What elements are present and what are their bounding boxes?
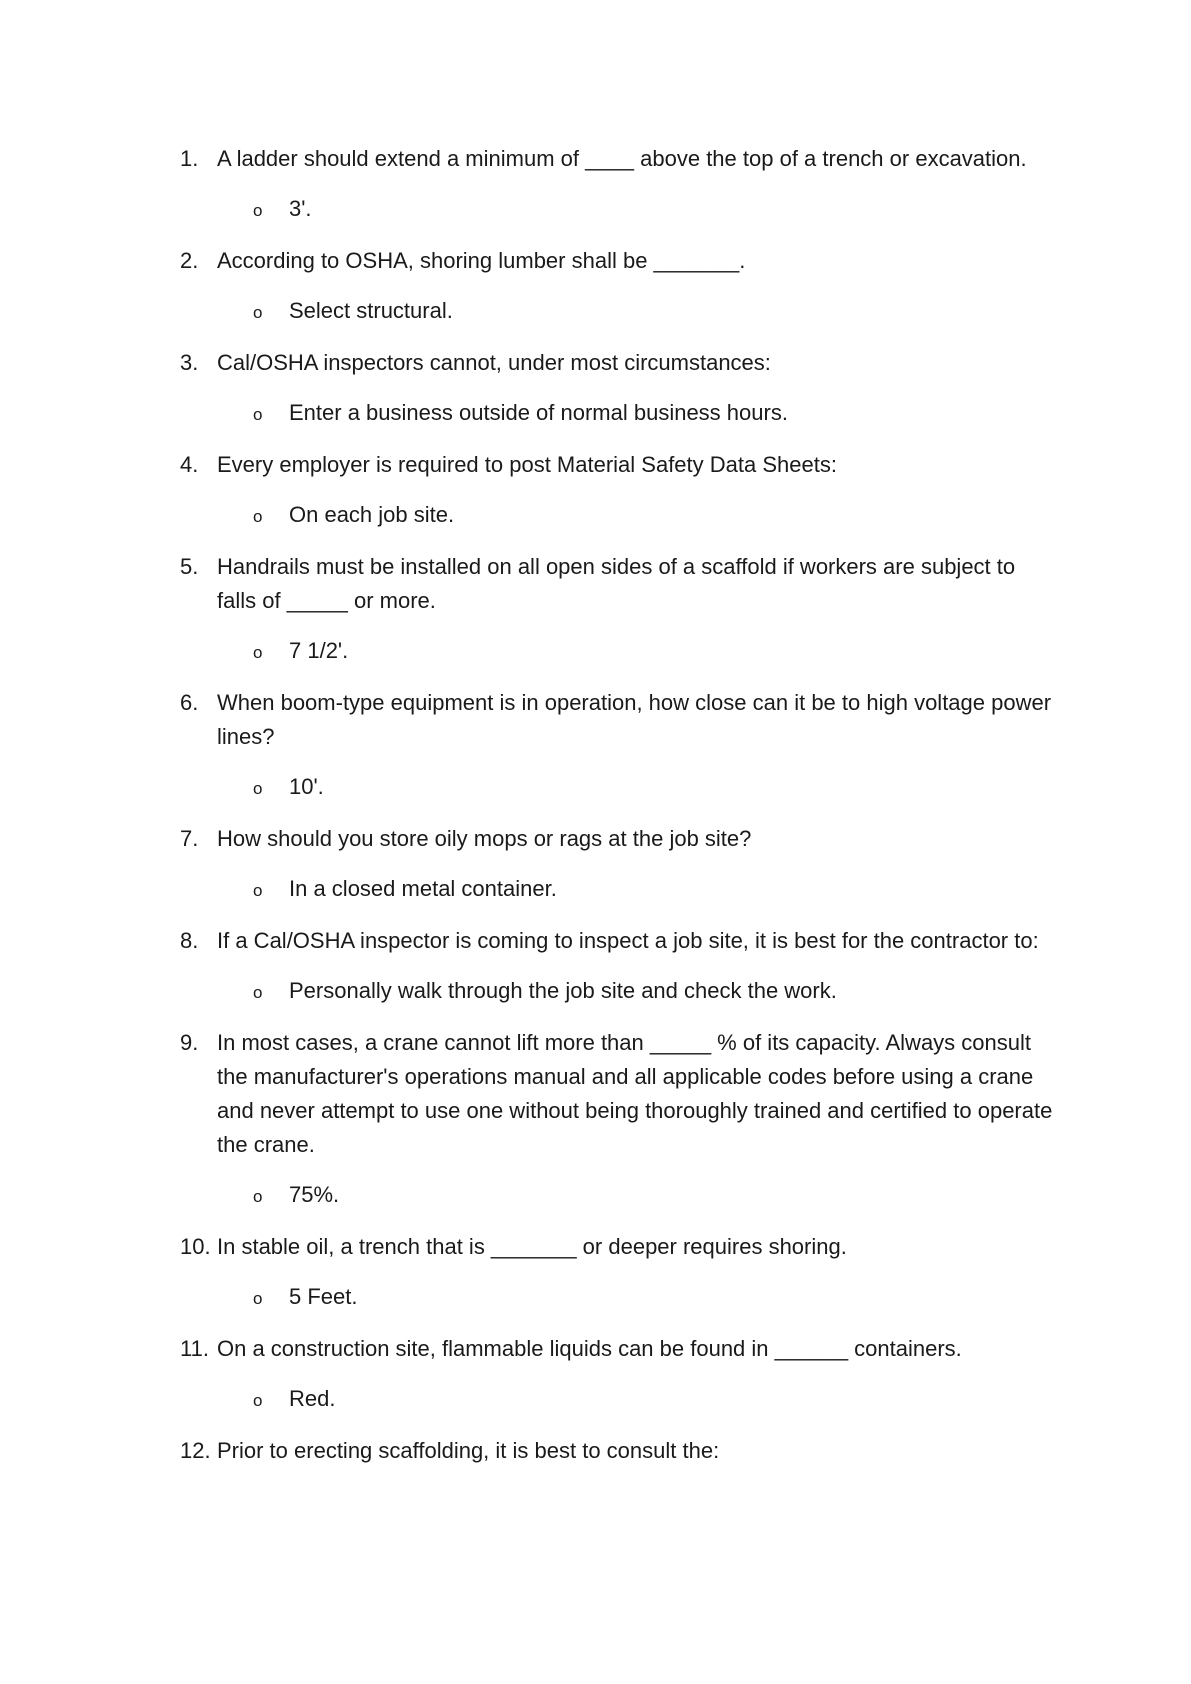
question-item <box>180 550 1060 670</box>
answer-text: On each job site. <box>289 502 455 527</box>
question-item <box>180 346 1060 432</box>
question-number: 4. <box>180 452 199 477</box>
question-number: 12. <box>180 1438 211 1463</box>
question-item <box>180 448 1060 534</box>
answer-text: 75%. <box>289 1182 340 1207</box>
question-text: How should you store oily mops or rags at the job site? <box>217 826 752 851</box>
question-number: 11. <box>180 1336 209 1361</box>
question-item <box>180 1332 1060 1418</box>
question-number: 7. <box>180 826 199 851</box>
question-number: 8. <box>180 928 199 953</box>
question-item <box>180 924 1060 1010</box>
answer-row <box>180 634 1060 670</box>
answer-text: Enter a business outside of normal business hours. <box>289 400 788 425</box>
question-row <box>180 244 1060 278</box>
question-row <box>180 1230 1060 1264</box>
answer-row <box>180 294 1060 330</box>
answer-text: 3'. <box>289 196 312 221</box>
question-number: 1. <box>180 146 199 171</box>
question-number: 5. <box>180 554 199 579</box>
question-row <box>180 1434 1060 1468</box>
question-item <box>180 1434 1060 1468</box>
bullet-icon: o <box>253 405 263 424</box>
question-item <box>180 1026 1060 1214</box>
answer-text: Select structural. <box>289 298 453 323</box>
question-row <box>180 346 1060 380</box>
answer-row <box>180 770 1060 806</box>
question-text: Every employer is required to post Material Safety Data Sheets: <box>217 452 837 477</box>
answer-row <box>180 974 1060 1010</box>
question-text: If a Cal/OSHA inspector is coming to inspect a job site, it is best for the contractor to: <box>217 928 1039 953</box>
question-list <box>180 142 1060 1468</box>
question-row <box>180 142 1060 176</box>
question-text: In most cases, a crane cannot lift more than _____ % of its capacity. Always consult the manufacturer's operations manual and all applicable codes before using a crane and never attempt to use one without being thoroughly trained and certified to operate the crane. <box>217 1030 1053 1157</box>
bullet-icon: o <box>253 779 263 798</box>
answer-text: 5 Feet. <box>289 1284 358 1309</box>
answer-row <box>180 498 1060 534</box>
question-item <box>180 244 1060 330</box>
question-row <box>180 924 1060 958</box>
question-number: 9. <box>180 1030 199 1055</box>
answer-row <box>180 396 1060 432</box>
answer-row <box>180 1280 1060 1316</box>
question-row <box>180 1026 1060 1162</box>
answer-row <box>180 872 1060 908</box>
bullet-icon: o <box>253 1391 263 1410</box>
question-number: 2. <box>180 248 199 273</box>
question-item <box>180 822 1060 908</box>
question-text: A ladder should extend a minimum of ____ above the top of a trench or excavation. <box>217 146 1027 171</box>
question-row <box>180 550 1060 618</box>
answer-row <box>180 192 1060 228</box>
question-text: According to OSHA, shoring lumber shall be _______. <box>217 248 746 273</box>
question-row <box>180 686 1060 754</box>
question-item <box>180 686 1060 806</box>
bullet-icon: o <box>253 201 263 220</box>
answer-text: Personally walk through the job site and check the work. <box>289 978 837 1003</box>
answer-text: In a closed metal container. <box>289 876 557 901</box>
question-row <box>180 1332 1060 1366</box>
answer-text: Red. <box>289 1386 336 1411</box>
question-text: Cal/OSHA inspectors cannot, under most circumstances: <box>217 350 771 375</box>
bullet-icon: o <box>253 643 263 662</box>
answer-row <box>180 1178 1060 1214</box>
question-number: 3. <box>180 350 199 375</box>
question-text: Prior to erecting scaffolding, it is best to consult the: <box>217 1438 720 1463</box>
question-item <box>180 142 1060 228</box>
question-item <box>180 1230 1060 1316</box>
question-row <box>180 822 1060 856</box>
bullet-icon: o <box>253 881 263 900</box>
bullet-icon: o <box>253 1187 263 1206</box>
question-text: When boom-type equipment is in operation, how close can it be to high voltage power lines? <box>217 690 1052 749</box>
answer-row <box>180 1382 1060 1418</box>
bullet-icon: o <box>253 507 263 526</box>
bullet-icon: o <box>253 303 263 322</box>
question-row <box>180 448 1060 482</box>
question-number: 10. <box>180 1234 211 1259</box>
question-text: In stable oil, a trench that is _______ or deeper requires shoring. <box>217 1234 847 1259</box>
question-text: On a construction site, flammable liquids can be found in ______ containers. <box>217 1336 962 1361</box>
answer-text: 7 1/2'. <box>289 638 349 663</box>
answer-text: 10'. <box>289 774 324 799</box>
question-text: Handrails must be installed on all open sides of a scaffold if workers are subject to falls of _____ or more. <box>217 554 1016 613</box>
question-number: 6. <box>180 690 199 715</box>
bullet-icon: o <box>253 1289 263 1308</box>
bullet-icon: o <box>253 983 263 1002</box>
